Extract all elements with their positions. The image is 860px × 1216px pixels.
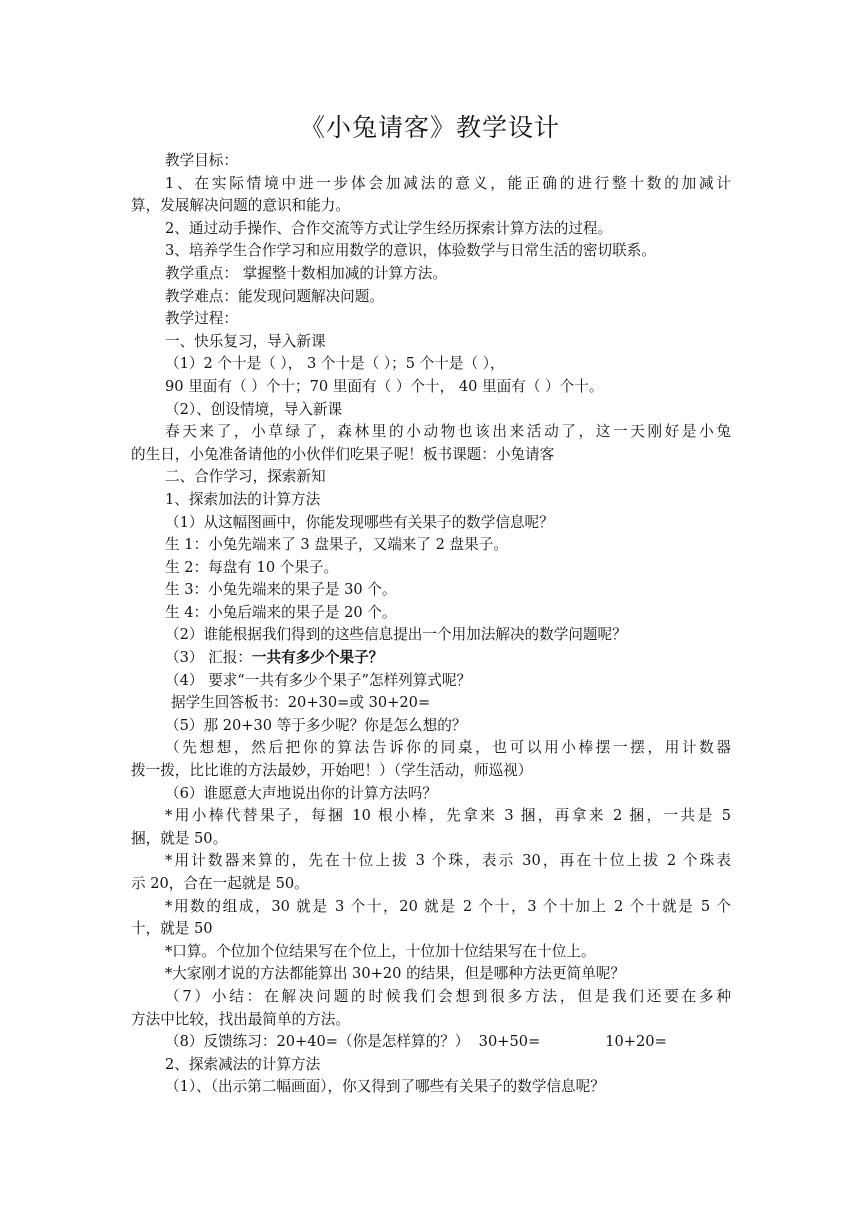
paragraph-line: *用数的组成，30 就是 3 个十，20 就是 2 个十，3 个十加上 2 个十就是 5 个	[165, 897, 731, 915]
paragraph-line: 方法中比较，找出最简单的方法。	[131, 1010, 350, 1028]
paragraph-line: 生 3：小兔先端来的果子是 30 个。	[165, 581, 397, 599]
paragraph-line: 90 里面有（ ）个十；70 里面有（ ）个十， 40 里面有（ ）个十。	[165, 377, 604, 395]
paragraph-line: 春天来了，小草绿了，森林里的小动物也该出来活动了，这一天刚好是小兔	[165, 423, 731, 441]
paragraph-line: 3、培养学生合作学习和应用数学的意识，体验数学与日常生活的密切联系。	[165, 242, 656, 260]
paragraph-line: （2）谁能根据我们得到的这些信息提出一个用加法解决的数学问题呢？	[165, 626, 627, 644]
paragraph-line: 2、探索减法的计算方法	[165, 1055, 321, 1073]
paragraph-line: *口算。个位加个位结果写在个位上，十位加十位结果写在十位上。	[165, 942, 596, 960]
paragraph-line: （6）谁愿意大声地说出你的计算方法吗？	[165, 784, 437, 802]
paragraph-line: （2）、创设情境，导入新课	[165, 400, 343, 418]
paragraph-line: 据学生回答板书：20+30=或 30+20=	[171, 694, 431, 712]
paragraph-line: （先想想，然后把你的算法告诉你的同桌，也可以用小棒摆一摆，用计数器	[165, 739, 731, 757]
paragraph-line: 教学难点：能发现问题解决问题。	[165, 287, 384, 305]
paragraph-line: 拨一拨，比比谁的方法最妙，开始吧！）（学生活动，师巡视）	[131, 762, 533, 780]
paragraph-line	[131, 647, 731, 670]
paragraph-line: 生 1：小兔先端来了 3 盘果子，又端来了 2 盘果子。	[165, 536, 508, 554]
paragraph-line: 十，就是 50	[131, 920, 213, 938]
paragraph-line: 生 2：每盘有 10 个果子。	[165, 558, 339, 576]
question-bold: 一共有多少个果子？	[251, 649, 384, 667]
paragraph-line: 教学过程：	[165, 310, 238, 328]
paragraph-line: 2、通过动手操作、合作交流等方式让学生经历探索计算方法的过程。	[165, 219, 613, 237]
paragraph-line: （8）反馈练习：20+40=（你是怎样算的？） 30+50= 10+20=	[165, 1033, 667, 1051]
document-body	[131, 150, 731, 1099]
paragraph-line: （5）那 20+30 等于多少呢？你是怎么想的？	[165, 716, 467, 734]
paragraph-line: 示 20，合在一起就是 50。	[131, 875, 309, 892]
paragraph-line: *大家刚才说的方法都能算出 30+20 的结果，但是哪种方法更简单呢？	[165, 965, 625, 983]
paragraph-line: *用小棒代替果子，每捆 10 根小棒，先拿来 3 捆，再拿来 2 捆，一共是 5	[165, 807, 731, 825]
paragraph-line: （7）小结：在解决问题的时候我们会想到很多方法，但是我们还要在多种	[165, 987, 731, 1005]
paragraph-line: 1、探索加法的计算方法	[165, 490, 321, 508]
section-heading: 一、快乐复习，导入新课	[165, 332, 326, 350]
paragraph-line: 教学目标：	[165, 152, 238, 169]
paragraph-line: 算，发展解决问题的意识和能力。	[131, 197, 350, 215]
paragraph-line: 捆，就是 50。	[131, 829, 228, 847]
section-heading: 二、合作学习，探索新知	[165, 468, 326, 486]
report-label: （3） 汇报：	[165, 649, 252, 667]
paragraph-line: （4） 要求“一共有多少个果子”怎样列算式呢？	[165, 671, 472, 689]
paragraph-line: （1）从这幅图画中，你能发现哪些有关果子的数学信息呢？	[165, 513, 554, 531]
paragraph-line: *用计数器来算的，先在十位上拔 3 个珠，表示 30，再在十位上拔 2 个珠表	[165, 852, 731, 870]
paragraph-line: 的生日，小兔准备请他的小伙伴们吃果子呢！板书课题：小兔请客	[131, 445, 555, 463]
paragraph-line: （1）、（出示第二幅画面），你又得到了哪些有关果子的数学信息呢？	[165, 1078, 605, 1096]
paragraph-line: （1）2 个十是（ ）， 3 个十是（ ）；5 个十是（ ），	[165, 355, 505, 373]
document-title: 《小兔请客》教学设计	[299, 113, 560, 142]
paragraph-line: 1、在实际情境中进一步体会加减法的意义，能正确的进行整十数的加减计	[165, 174, 731, 192]
paragraph-line: 生 4：小兔后端来的果子是 20 个。	[165, 603, 397, 621]
paragraph-line: 教学重点： 掌握整十数相加减的计算方法。	[165, 264, 447, 282]
